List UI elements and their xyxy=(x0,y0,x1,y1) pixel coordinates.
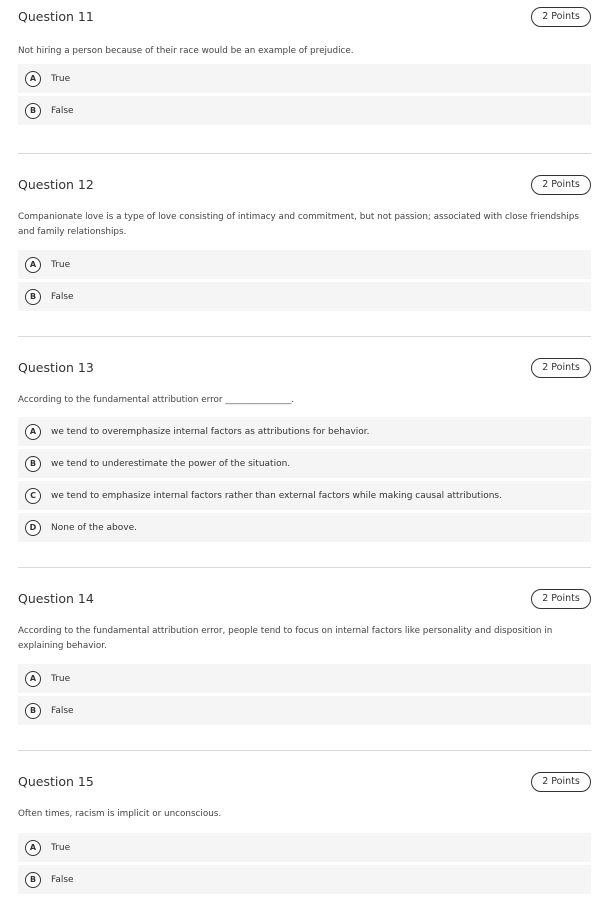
option-a[interactable] xyxy=(18,664,591,693)
option-a[interactable] xyxy=(18,833,591,862)
answer-options xyxy=(18,64,591,125)
option-label: False xyxy=(51,291,74,302)
question-13 xyxy=(18,359,591,545)
option-letter-b: B xyxy=(25,289,41,305)
question-header xyxy=(18,176,591,198)
answer-options xyxy=(18,664,591,725)
option-d[interactable] xyxy=(18,513,591,542)
option-letter-a: A xyxy=(25,71,41,87)
question-title: Question 13 xyxy=(18,360,94,375)
option-letter-b: B xyxy=(25,456,41,472)
points-badge: 2 Points xyxy=(531,175,591,195)
option-letter-a: A xyxy=(25,257,41,273)
question-15 xyxy=(18,773,591,897)
question-divider xyxy=(18,567,591,568)
option-b[interactable] xyxy=(18,696,591,725)
question-title: Question 12 xyxy=(18,177,94,192)
option-letter-b: B xyxy=(25,103,41,119)
option-b[interactable] xyxy=(18,865,591,894)
option-letter-a: A xyxy=(25,671,41,687)
answer-options xyxy=(18,250,591,311)
question-header xyxy=(18,359,591,381)
question-14 xyxy=(18,590,591,728)
question-text: Not hiring a person because of their race would be an example of prejudice. xyxy=(18,46,354,56)
question-title: Question 14 xyxy=(18,591,94,606)
option-a[interactable] xyxy=(18,250,591,279)
option-c[interactable] xyxy=(18,481,591,510)
points-badge: 2 Points xyxy=(531,772,591,792)
question-title: Question 15 xyxy=(18,774,94,789)
option-letter-a: A xyxy=(25,424,41,440)
option-label: False xyxy=(51,105,74,116)
option-letter-d: D xyxy=(25,520,41,536)
points-badge: 2 Points xyxy=(531,7,591,27)
option-a[interactable] xyxy=(18,64,591,93)
answer-options xyxy=(18,833,591,894)
question-text: According to the fundamental attribution error _______________. xyxy=(18,395,295,405)
question-divider xyxy=(18,336,591,337)
question-header xyxy=(18,8,591,30)
option-label: None of the above. xyxy=(51,522,137,533)
option-label: False xyxy=(51,705,74,716)
option-label: True xyxy=(51,259,71,270)
option-b[interactable] xyxy=(18,96,591,125)
option-b[interactable] xyxy=(18,282,591,311)
question-11 xyxy=(18,8,591,128)
question-text: According to the fundamental attribution error, people tend to focus on internal factors like personality and disposition in explaining behavior. xyxy=(18,626,553,651)
question-title: Question 11 xyxy=(18,9,94,24)
option-letter-c: C xyxy=(25,488,41,504)
option-letter-b: B xyxy=(25,703,41,719)
question-12 xyxy=(18,176,591,314)
points-badge: 2 Points xyxy=(531,589,591,609)
option-a[interactable] xyxy=(18,417,591,446)
question-header xyxy=(18,773,591,795)
question-divider xyxy=(18,750,591,751)
option-letter-a: A xyxy=(25,840,41,856)
answer-options xyxy=(18,417,591,542)
question-divider xyxy=(18,153,591,154)
question-text: Often times, racism is implicit or unconscious. xyxy=(18,809,222,819)
question-header xyxy=(18,590,591,612)
points-badge: 2 Points xyxy=(531,358,591,378)
option-label: True xyxy=(51,73,71,84)
option-label: we tend to overemphasize internal factors as attributions for behavior. xyxy=(51,426,370,437)
option-b[interactable] xyxy=(18,449,591,478)
option-letter-b: B xyxy=(25,872,41,888)
question-text: Companionate love is a type of love consisting of intimacy and commitment, but not passion; associated with close friendships and family relationships. xyxy=(18,212,579,237)
option-label: we tend to underestimate the power of the situation. xyxy=(51,458,291,469)
option-label: we tend to emphasize internal factors rather than external factors while making causal attributions. xyxy=(51,490,502,501)
option-label: True xyxy=(51,842,71,853)
option-label: False xyxy=(51,874,74,885)
option-label: True xyxy=(51,673,71,684)
